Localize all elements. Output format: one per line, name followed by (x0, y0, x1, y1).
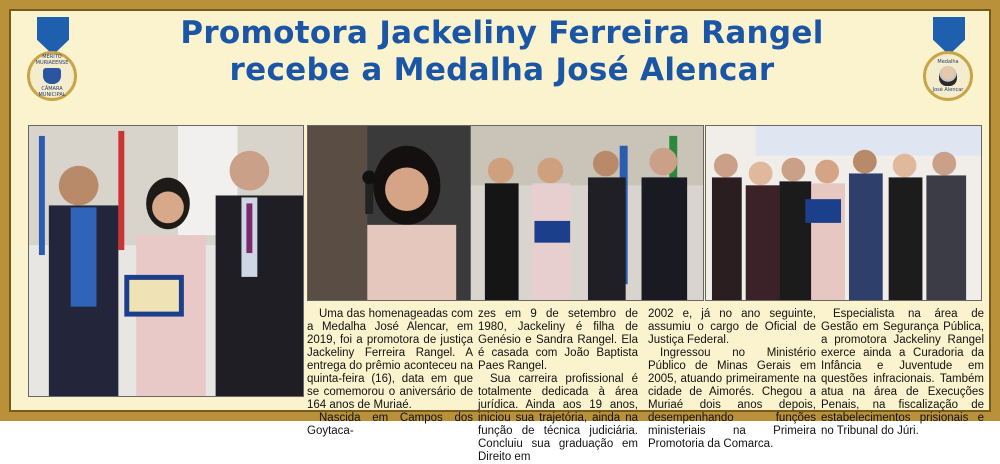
medal-ribbon-icon (933, 17, 965, 55)
headline-line1: Promotora Jackeliny Ferreira Rangel (180, 15, 824, 51)
photo-speaker (307, 125, 473, 301)
paragraph: Ingressou no Ministério Público de Minas Gerais em 2005, atuando primeiramente na cidade de Aimorés. Chegou a Muriaé dois anos depois, desempenhando funções ministeriais na Primeira Promotoria da Comarca. (648, 347, 816, 450)
medal-ribbon-icon (37, 17, 69, 55)
paragraph: 2002 e, já no ano seguinte, assumiu o cargo de Oficial de Justiça Federal. (648, 308, 816, 346)
paragraph: Sua carreira profissional é totalmente dedicada à área jurídica. Ainda aos 19 anos, iniciou sua trajetória, ainda na função de técnica judiciária. Concluiu sua graduação em Direito em (478, 373, 638, 463)
paragraph: Uma das homenageadas com a Medalha José Alencar, em 2019, foi a promotora de justiça Jackeliny Ferreira Rangel. A entrega do prêmio aconteceu na quinta-feira (16), data em que se comemorou o aniversário de 164 anos de Muriaé. (307, 308, 473, 411)
headline (81, 15, 923, 89)
paragraph: zes em 9 de setembro de 1980, Jackeliny é filha de Genésio e Sandra Rangel. Ela é casada com João Baptista Paes Rangel. (478, 308, 638, 372)
photo-award-handover (28, 125, 304, 397)
medal-right-icon (919, 17, 979, 117)
seal-right-line2: José Alencar (932, 87, 964, 93)
photo-group-ceremony (470, 125, 704, 301)
paragraph: Nascida em Campos dos Goytaca- (307, 412, 473, 437)
medal-portrait-seal (923, 51, 973, 101)
photo-honorees (705, 125, 982, 301)
seal-left-line1: MÉRITO MURIAEENSE (35, 54, 69, 66)
city-seal (27, 51, 77, 101)
seal-left-line2: CÂMARA MUNICIPAL (38, 86, 66, 98)
portrait-icon (939, 66, 957, 86)
coat-of-arms-icon (43, 68, 61, 84)
paragraph: Especialista na área de Gestão em Segurança Pública, a promotora Jackeliny Rangel exerce ainda a Curadoria da Infância e Juventude em questões infracionais. Também atua na área de Execuções Penais, na fiscalização de estabelecimentos prisionais e no Tribunal do Júri. (821, 308, 984, 437)
headline-line2: recebe a Medalha José Alencar (229, 52, 775, 88)
article-column-2 (478, 308, 638, 463)
seal-right-line1: Medalha (937, 59, 959, 65)
article-column-4 (821, 308, 984, 437)
article-frame (9, 9, 991, 463)
article-column-1 (307, 308, 473, 437)
article-column-3 (648, 308, 816, 450)
medal-left-icon (23, 17, 83, 117)
